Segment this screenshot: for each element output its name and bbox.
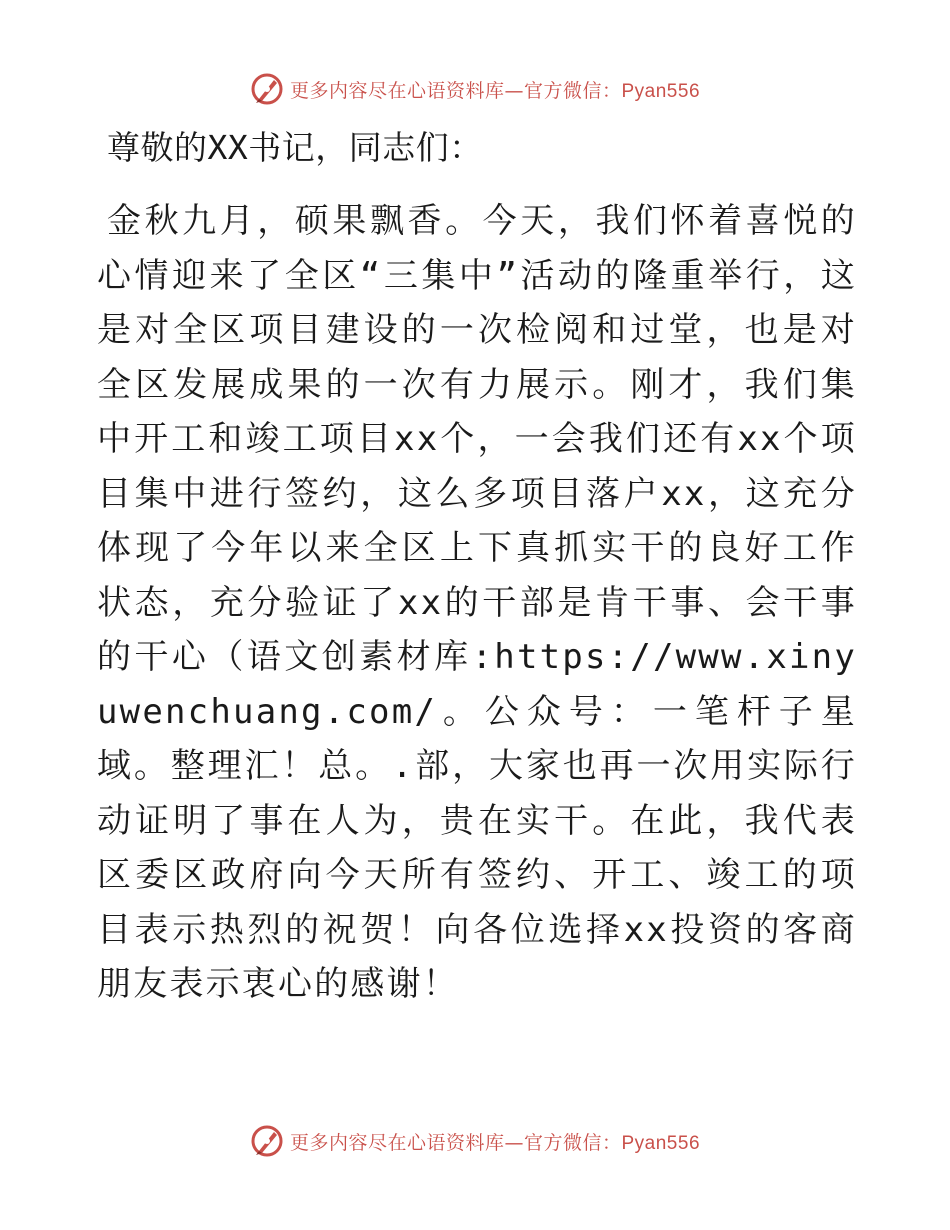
footer-watermark — [0, 1124, 950, 1158]
document-body — [97, 124, 857, 1012]
salutation: 尊敬的XX书记，同志们： — [107, 128, 483, 167]
watermark-text: 更多内容尽在心语资料库—官方微信： — [289, 1131, 622, 1154]
watermark-wechat-id: Pyan556 — [621, 80, 701, 102]
quill-pen-logo-icon — [250, 72, 284, 106]
watermark-wechat-id: Pyan556 — [621, 1132, 701, 1154]
quill-pen-logo-icon — [250, 1124, 284, 1158]
header-watermark — [0, 72, 950, 106]
body-paragraph: 金秋九月，硕果飘香。今天，我们怀着喜悦的心情迎来了全区“三集中”活动的隆重举行，这是对全区项目建设的一次检阅和过堂，也是对全区发展成果的一次有力展示。刚才，我们集中开工和竣工项目xx个，一会我们还有xx个项目集中进行签约，这么多项目落户xx，这充分体现了今年以来全区上下真抓实干的良好工作状态，充分验证了xx的干部是肯干事、会干事的干心（语文创素材库:https://www.xinyuwenchuang.com/。公众号：一笔杆子星域。整理汇！总。.部，大家也再一次用实际行动证明了事在人为，贵在实干。在此，我代表区委区政府向今天所有签约、开工、竣工的项目表示热烈的祝贺！向各位选择xx投资的客商朋友表示衷心的感谢！ — [97, 201, 857, 1004]
watermark-text: 更多内容尽在心语资料库—官方微信： — [289, 79, 622, 102]
